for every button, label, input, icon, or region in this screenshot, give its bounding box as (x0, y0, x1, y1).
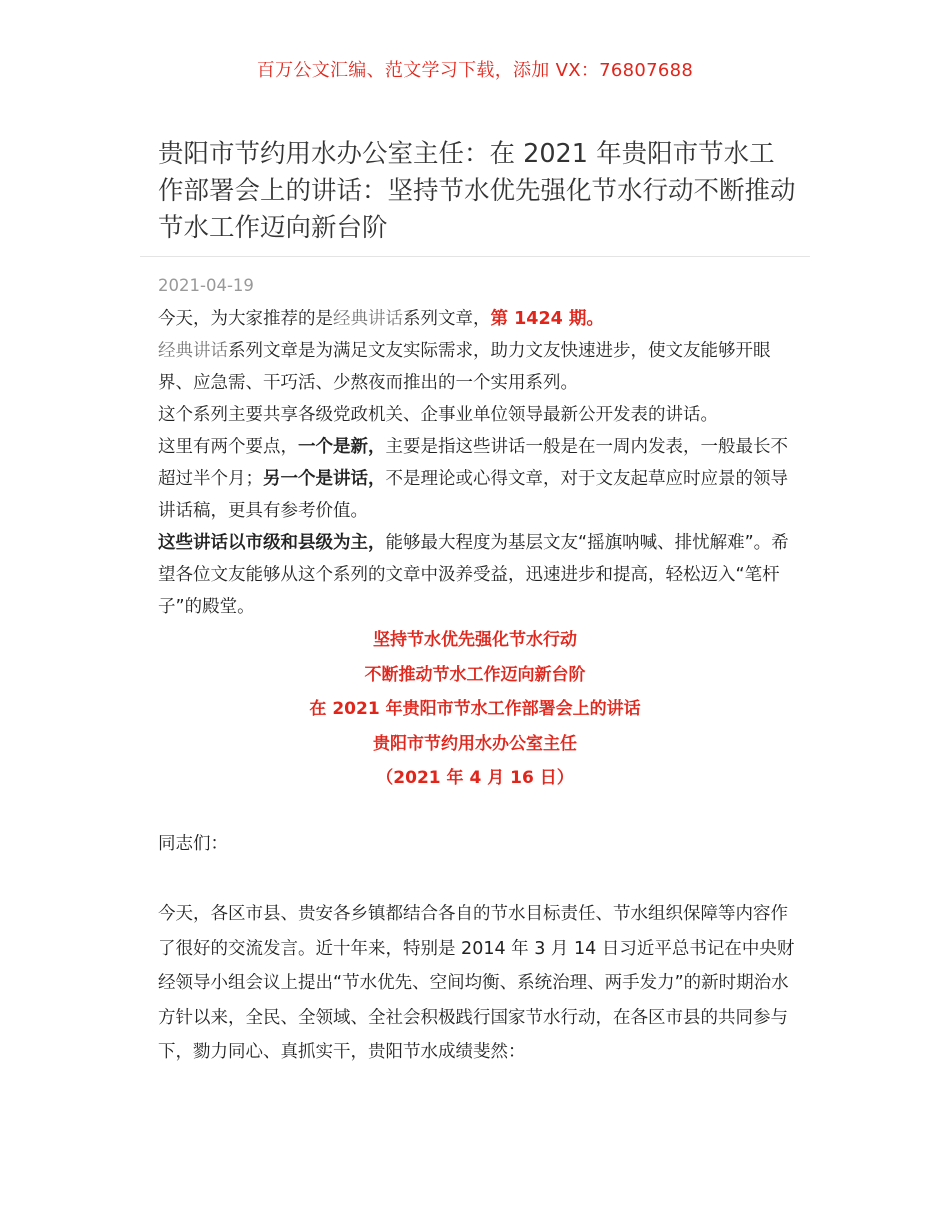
speech-date: （2021 年 4 月 16 日） (376, 768, 574, 788)
salutation: 同志们： (158, 834, 228, 854)
speech-heading (0, 623, 950, 796)
intro-text: 今天，为大家推荐的是 (158, 309, 333, 329)
intro-text: 主要是指这些讲话一般是在一周内发表，一般最长不超过半个月； (158, 437, 788, 489)
intro-paragraph-5 (158, 527, 798, 623)
intro-paragraph-1 (158, 303, 798, 335)
intro-text: 系列文章， (403, 309, 491, 329)
series-name: 经典讲话 (333, 309, 403, 329)
intro-paragraph-4 (158, 431, 798, 527)
speech-title-line-1: 坚持节水优先强化节水行动 (373, 630, 577, 650)
intro-text: 不是理论或心得文章，对于文友起草应时应景的领导讲话稿，更具有参考价值。 (158, 469, 788, 521)
key-point-speech: 另一个是讲话， (263, 469, 386, 489)
intro-text: 能够最大程度为基层文友“摇旗呐喊、排忧解难”。希望各位文友能够从这个系列的文章中汲养受益，迅速进步和提高，轻松迈入“笔杆子”的殿堂。 (158, 533, 789, 617)
publish-date: 2021-04-19 (158, 276, 254, 295)
article-title: 贵阳市节约用水办公室主任：在 2021 年贵阳市节水工作部署会上的讲话：坚持节水优先强化节水行动不断推动节水工作迈向新台阶 (158, 139, 796, 243)
promo-banner: 百万公文汇编、范文学习下载，添加 VX：76807688 (256, 60, 694, 81)
intro-paragraph-3: 这个系列主要共享各级党政机关、企事业单位领导最新公开发表的讲话。 (158, 405, 718, 425)
key-point-new: 一个是新， (298, 437, 386, 457)
intro-text: 系列文章是为满足文友实际需求，助力文友快速进步，使文友能够开眼界、应急需、干巧活、少熬夜而推出的一个实用系列。 (158, 341, 771, 393)
series-name: 经典讲话 (158, 341, 228, 361)
issue-number: 第 1424 期。 (490, 309, 604, 329)
intro-section (158, 303, 798, 623)
speaker: 贵阳市节约用水办公室主任 (373, 733, 577, 754)
body-paragraph: 今天，各区市县、贵安各乡镇都结合各自的节水目标责任、节水组织保障等内容作了很好的交流发言。近十年来，特别是 2014 年 3 月 14 日习近平总书记在中央财经领导小组会议上提出“节水优先、空间均衡、系统治理、两手发力”的新时期治水方针以来，全民、全领域、全社会积极践行国家节水行动，在各区市县的共同参与下，勠力同心、真抓实干，贵阳节水成绩斐然： (158, 904, 795, 1062)
intro-text: 这里有两个要点， (158, 437, 298, 457)
speech-occasion: 在 2021 年贵阳市节水工作部署会上的讲话 (309, 699, 641, 719)
intro-paragraph-2 (158, 335, 798, 399)
key-point-level: 这些讲话以市级和县级为主， (158, 533, 386, 553)
title-divider (140, 256, 810, 257)
speech-title-line-2: 不断推动节水工作迈向新台阶 (364, 664, 586, 685)
